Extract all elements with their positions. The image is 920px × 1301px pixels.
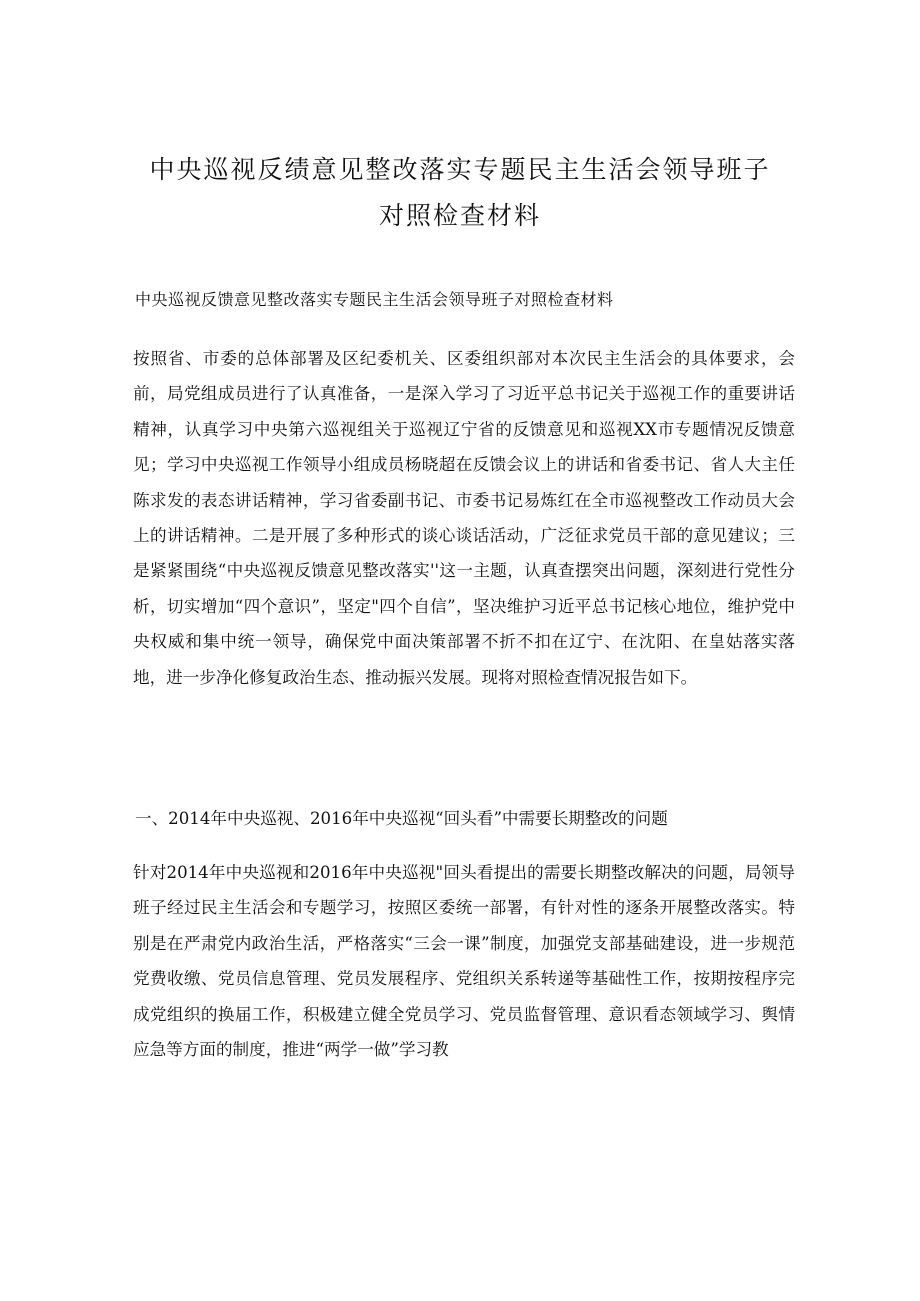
body-paragraph-section-1: 针对2014年中央巡视和2016年中央巡视"回头看提出的需要长期整改解决的问题，局领导班子经过民主生活会和专题学习，按照区委统一部署，有针对性的逐条开展整改落实。特别是在严肃党内政治生活，严格落实“三会一课”制度，加强党支部基础建设，进一步规范党费收缴、党员信息管理、党员发展程序、党组织关系转递等基础性工作，按期按程序完成党组织的换届工作，积极建立健全党员学习、党员监督管理、意识看态领域学习、舆情应急等方面的制度，推进“两学一做”学习教: [133, 863, 795, 1060]
section-heading-1: 一、2014年中央巡视、2016年中央巡视“回头看”中需要长期整改的问题: [135, 809, 668, 828]
document-title-line-2: 对照检查材料: [378, 201, 541, 230]
document-subtitle: 中央巡视反馈意见整改落实专题民主生活会领导班子对照检查材料: [135, 290, 614, 309]
document-title-line-1: 中央巡视反绩意见整改落实专题民主生活会领导班子: [149, 155, 771, 184]
body-paragraph-intro: 按照省、市委的总体部署及区纪委机关、区委组织部对本次民主生活会的具体要求，会前，局党组成员进行了认真准备，一是深入学习了习近平总书记关于巡视工作的重要讲话精神，认真学习中央第六巡视组关于巡视辽宁省的反馈意见和巡视XX市专题情况反馈意见；学习中央巡视工作领导小组成员杨晓超在反馈会议上的讲话和省委书记、省人大主任陈求发的表态讲话精神，学习省委副书记、市委书记易炼红在全市巡视整改工作动员大会上的讲话精神。二是开展了多种形式的谈心谈话活动，广泛征求党员干部的意见建议；三是紧紧围绕“中央巡视反馈意见整改落实''这一主题，认真查摆突出问题，深刻进行党性分析，切实增加“四个意识”，坚定"四个自信”，坚决维护习近平总书记核心地位，维护党中央权威和集中统一领导，确保党中面决策部署不折不扣在辽宁、在沈阳、在皇姑落实落地，进一步净化修复政治生态、推动振兴发展。现将对照检查情况报告如下。: [133, 349, 795, 687]
